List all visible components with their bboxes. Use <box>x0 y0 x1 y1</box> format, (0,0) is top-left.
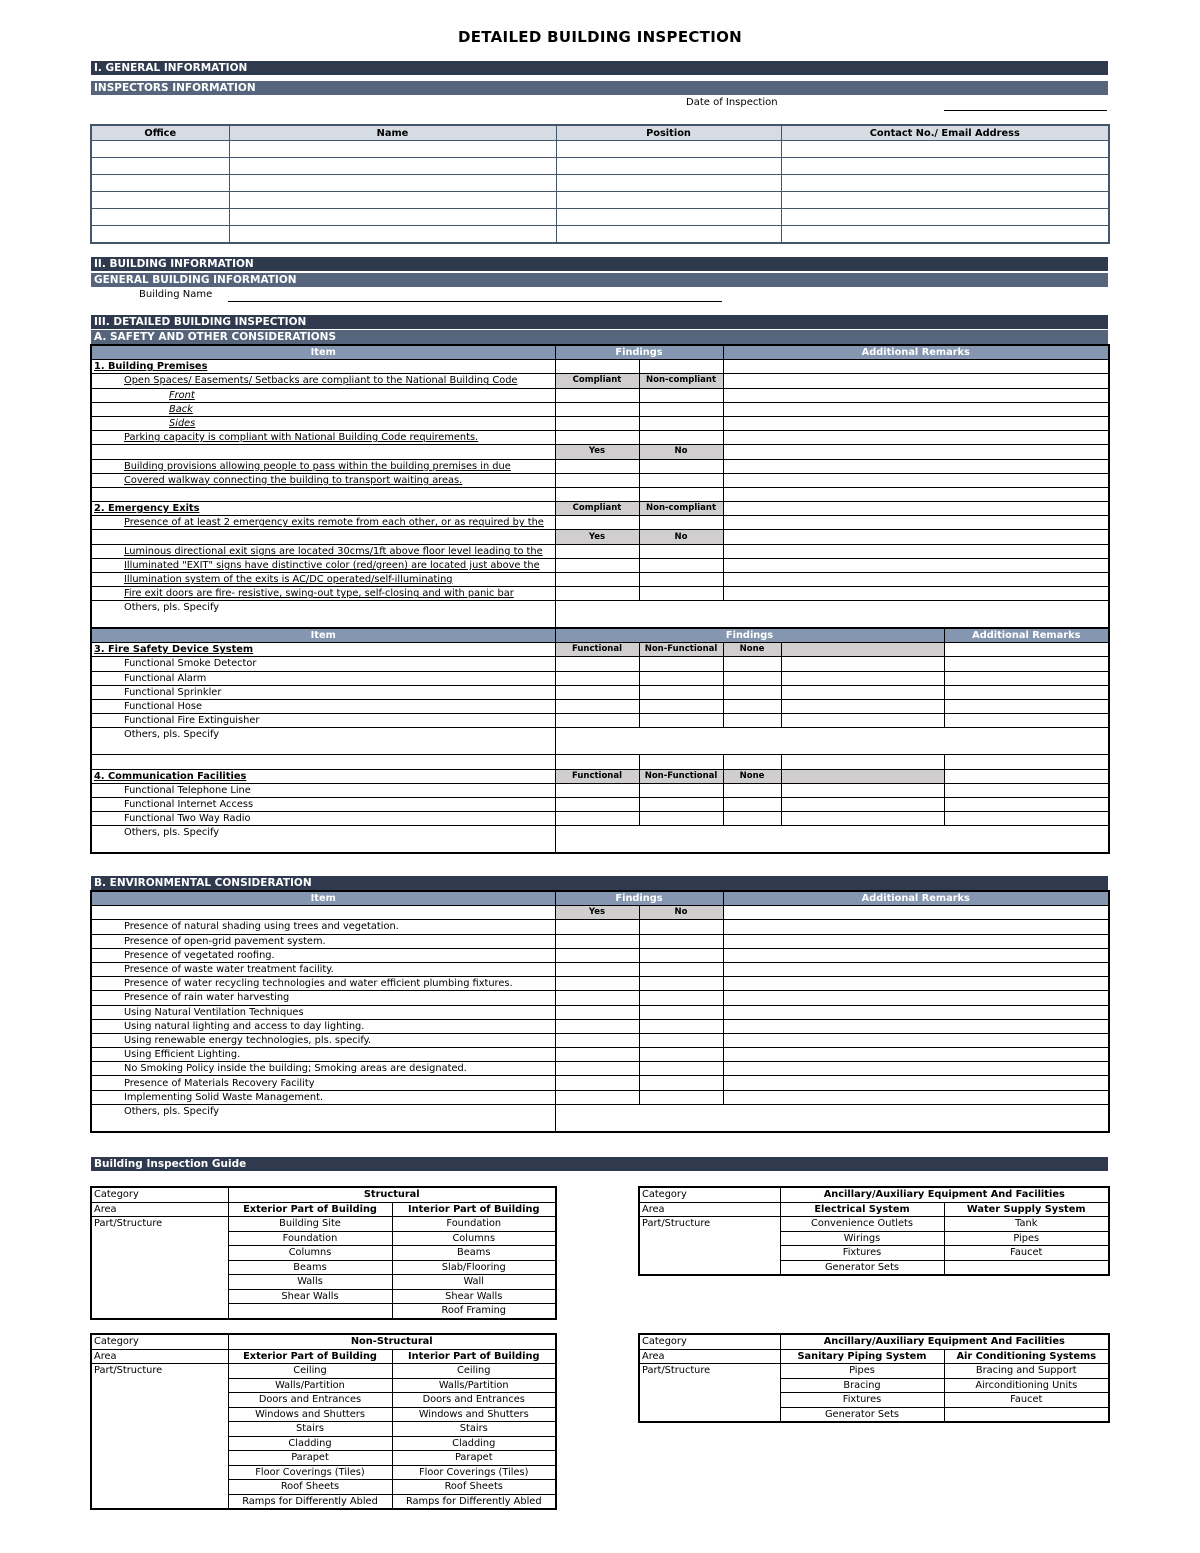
env-item: Using Natural Ventilation Techniques <box>91 1005 555 1019</box>
remarks-cell[interactable] <box>944 783 1109 797</box>
fire-item: Functional Alarm <box>91 671 555 685</box>
remarks-cell[interactable] <box>723 473 1109 487</box>
header-position: Position <box>556 125 781 141</box>
remarks-cell[interactable] <box>723 948 1109 962</box>
guide-cell: Shear Walls <box>392 1289 556 1304</box>
col-item: Item <box>91 345 555 360</box>
remarks-cell[interactable] <box>944 714 1109 728</box>
check-cell[interactable] <box>555 1048 639 1062</box>
guide-cell: Airconditioning Units <box>944 1378 1109 1393</box>
check-cell[interactable] <box>639 797 723 811</box>
env-item: Presence of waste water treatment facility. <box>91 962 555 976</box>
remarks-cell[interactable] <box>944 797 1109 811</box>
col-findings: Findings <box>555 345 723 360</box>
check-cell[interactable] <box>723 671 781 685</box>
guide-cell: Ceiling <box>228 1364 392 1379</box>
subsection-general-building-information: GENERAL BUILDING INFORMATION <box>91 273 1108 287</box>
part-label: Part/Structure <box>91 1364 228 1510</box>
compliant-label: Compliant <box>555 502 639 516</box>
env-item: Presence of rain water harvesting <box>91 991 555 1005</box>
guide-cell: Roof Framing <box>392 1304 556 1319</box>
emergency-exits-heading: 2. Emergency Exits <box>91 502 555 516</box>
fire-safety-table <box>90 627 1110 854</box>
check-cell[interactable] <box>555 544 639 558</box>
check-cell[interactable] <box>639 948 723 962</box>
comm-others-item: Others, pls. Specify <box>91 826 555 854</box>
remarks-cell[interactable] <box>723 587 1109 601</box>
date-of-inspection-field[interactable] <box>944 110 1107 111</box>
guide-cell <box>228 1304 392 1319</box>
remarks-cell[interactable] <box>723 573 1109 587</box>
env-item: Using Efficient Lighting. <box>91 1048 555 1062</box>
guide-cell: Parapet <box>228 1451 392 1466</box>
env-item: Using natural lighting and access to day lighting. <box>91 1019 555 1033</box>
safety-table <box>90 344 1110 629</box>
env-item: Presence of natural shading using trees and vegetation. <box>91 920 555 934</box>
category-label: Category <box>91 1334 228 1349</box>
date-of-inspection-label: Date of Inspection <box>686 97 778 108</box>
check-cell[interactable] <box>723 714 781 728</box>
remarks-cell[interactable] <box>944 685 1109 699</box>
others-specify-field[interactable] <box>555 601 1109 629</box>
inspector-row[interactable] <box>91 175 1109 192</box>
check-cell[interactable] <box>555 671 639 685</box>
check-cell[interactable] <box>639 934 723 948</box>
comm-item: Functional Two Way Radio <box>91 812 555 826</box>
guide-cell: Shear Walls <box>228 1289 392 1304</box>
fire-item: Functional Hose <box>91 699 555 713</box>
col-findings: Findings <box>555 628 944 643</box>
remarks-cell[interactable] <box>723 1005 1109 1019</box>
remarks-cell[interactable] <box>723 962 1109 976</box>
category-value: Structural <box>228 1187 556 1202</box>
area-value: Air Conditioning Systems <box>944 1349 1109 1364</box>
guide-cell: Cladding <box>228 1436 392 1451</box>
remarks-cell[interactable] <box>723 1062 1109 1076</box>
check-cell[interactable] <box>555 388 639 402</box>
guide-cell: Foundation <box>228 1231 392 1246</box>
check-cell[interactable] <box>555 699 639 713</box>
remarks-cell[interactable] <box>723 416 1109 430</box>
check-cell[interactable] <box>555 1062 639 1076</box>
check-cell[interactable] <box>555 1076 639 1090</box>
guide-cell: Bracing and Support <box>944 1364 1109 1379</box>
guide-cell: Columns <box>392 1231 556 1246</box>
guide-cell: Cladding <box>392 1436 556 1451</box>
check-cell[interactable] <box>639 516 723 530</box>
area-value: Electrical System <box>780 1202 944 1217</box>
check-cell[interactable] <box>639 473 723 487</box>
col-item: Item <box>91 628 555 643</box>
page-title: DETAILED BUILDING INSPECTION <box>457 28 742 46</box>
building-premises-heading: 1. Building Premises <box>91 360 555 374</box>
env-item: Presence of Materials Recovery Facility <box>91 1076 555 1090</box>
remarks-cell[interactable] <box>723 558 1109 572</box>
env-item: Presence of water recycling technologies and water efficient plumbing fixtures. <box>91 977 555 991</box>
remarks-cell[interactable] <box>723 1076 1109 1090</box>
provisions-item: Building provisions allowing people to pass within the building premises in due <box>91 459 555 473</box>
remarks-cell[interactable] <box>944 812 1109 826</box>
check-cell[interactable] <box>555 685 639 699</box>
check-cell[interactable] <box>639 714 723 728</box>
functional-label: Functional <box>555 643 639 657</box>
col-remarks: Additional Remarks <box>723 345 1109 360</box>
check-cell[interactable] <box>555 516 639 530</box>
non-compliant-label: Non-compliant <box>639 502 723 516</box>
guide-cell: Generator Sets <box>780 1260 944 1275</box>
guide-cell: Faucet <box>944 1246 1109 1261</box>
col-remarks: Additional Remarks <box>723 891 1109 906</box>
guide-cell: Roof Sheets <box>228 1480 392 1495</box>
check-cell[interactable] <box>639 920 723 934</box>
luminous-signs-item: Luminous directional exit signs are located 30cms/1ft above floor level leading to the <box>91 544 555 558</box>
check-cell[interactable] <box>639 1005 723 1019</box>
check-cell[interactable] <box>639 459 723 473</box>
part-label: Part/Structure <box>639 1364 780 1423</box>
guide-cell: Generator Sets <box>780 1407 944 1422</box>
guide-cell: Walls/Partition <box>228 1378 392 1393</box>
check-cell[interactable] <box>723 812 781 826</box>
yes-label: Yes <box>555 530 639 544</box>
parking-item: Parking capacity is compliant with National Building Code requirements. <box>91 431 555 445</box>
check-cell[interactable] <box>639 812 723 826</box>
check-cell[interactable] <box>723 685 781 699</box>
guide-nonstructural-table <box>90 1333 557 1510</box>
guide-cell: Pipes <box>944 1231 1109 1246</box>
building-name-field[interactable] <box>228 301 722 302</box>
guide-cell: Tank <box>944 1217 1109 1232</box>
check-cell[interactable] <box>555 558 639 572</box>
guide-cell: Slab/Flooring <box>392 1260 556 1275</box>
non-compliant-label: Non-compliant <box>639 374 723 388</box>
remarks-cell[interactable] <box>723 977 1109 991</box>
header-office: Office <box>91 125 229 141</box>
fire-safety-heading: 3. Fire Safety Device System <box>91 643 555 657</box>
check-cell[interactable] <box>555 573 639 587</box>
check-cell[interactable] <box>723 797 781 811</box>
check-cell[interactable] <box>639 699 723 713</box>
check-cell[interactable] <box>723 657 781 671</box>
check-cell[interactable] <box>555 783 639 797</box>
others-specify-field[interactable] <box>555 826 1109 854</box>
area-label: Area <box>91 1202 228 1217</box>
guide-cell <box>944 1407 1109 1422</box>
guide-cell: Walls <box>228 1275 392 1290</box>
check-cell[interactable] <box>639 388 723 402</box>
guide-cell: Floor Coverings (Tiles) <box>392 1465 556 1480</box>
col-findings: Findings <box>555 891 723 906</box>
fire-item: Functional Smoke Detector <box>91 657 555 671</box>
non-functional-label: Non-Functional <box>639 643 723 657</box>
check-cell[interactable] <box>555 1019 639 1033</box>
inspectors-table <box>90 124 1110 244</box>
building-name-label: Building Name <box>139 289 213 300</box>
guide-structural-table <box>90 1186 557 1320</box>
area-value: Interior Part of Building <box>392 1349 556 1364</box>
yes-label: Yes <box>555 445 639 459</box>
check-cell[interactable] <box>555 797 639 811</box>
remarks-cell[interactable] <box>723 459 1109 473</box>
check-cell[interactable] <box>639 1062 723 1076</box>
remarks-cell[interactable] <box>944 699 1109 713</box>
check-cell[interactable] <box>555 1005 639 1019</box>
guide-cell: Convenience Outlets <box>780 1217 944 1232</box>
no-label: No <box>639 445 723 459</box>
section-building-information: II. BUILDING INFORMATION <box>91 257 1108 271</box>
check-cell[interactable] <box>639 416 723 430</box>
illumination-system-item: Illumination system of the exits is AC/DC operated/self-illuminating <box>91 573 555 587</box>
remarks-cell[interactable] <box>944 657 1109 671</box>
part-label: Part/Structure <box>91 1217 228 1319</box>
check-cell[interactable] <box>723 783 781 797</box>
no-label: No <box>639 906 723 920</box>
area-label: Area <box>639 1202 780 1217</box>
guide-cell: Wirings <box>780 1231 944 1246</box>
environmental-table <box>90 890 1110 1133</box>
check-cell[interactable] <box>555 416 639 430</box>
check-cell[interactable] <box>555 948 639 962</box>
non-functional-label: Non-Functional <box>639 769 723 783</box>
col-item: Item <box>91 891 555 906</box>
remarks-cell[interactable] <box>723 1033 1109 1047</box>
check-cell[interactable] <box>639 558 723 572</box>
inspector-row[interactable] <box>91 192 1109 209</box>
check-cell[interactable] <box>555 431 639 445</box>
check-cell[interactable] <box>639 573 723 587</box>
check-cell[interactable] <box>639 1076 723 1090</box>
check-cell[interactable] <box>639 991 723 1005</box>
col-remarks: Additional Remarks <box>944 628 1109 643</box>
fire-doors-item: Fire exit doors are fire- resistive, swing-out type, self-closing and with panic bar <box>91 587 555 601</box>
category-label: Category <box>639 1187 780 1202</box>
guide-cell: Floor Coverings (Tiles) <box>228 1465 392 1480</box>
check-cell[interactable] <box>555 473 639 487</box>
area-value: Exterior Part of Building <box>228 1202 392 1217</box>
front-item: Front <box>91 388 555 402</box>
check-cell[interactable] <box>555 402 639 416</box>
remarks-cell[interactable] <box>723 1090 1109 1104</box>
check-cell[interactable] <box>639 1090 723 1104</box>
check-cell[interactable] <box>639 587 723 601</box>
check-cell[interactable] <box>555 934 639 948</box>
illuminated-exit-item: Illuminated "EXIT" signs have distinctive color (red/green) are located just above the <box>91 558 555 572</box>
inspector-row[interactable] <box>91 209 1109 226</box>
remarks-cell[interactable] <box>723 920 1109 934</box>
comm-item: Functional Telephone Line <box>91 783 555 797</box>
subsection-safety: A. SAFETY AND OTHER CONSIDERATIONS <box>91 330 1108 344</box>
check-cell[interactable] <box>639 657 723 671</box>
remarks-cell[interactable] <box>723 431 1109 445</box>
check-cell[interactable] <box>555 991 639 1005</box>
check-cell[interactable] <box>639 1033 723 1047</box>
section-general-information: I. GENERAL INFORMATION <box>91 61 1108 75</box>
guide-cell: Ramps for Differently Abled <box>228 1494 392 1509</box>
open-spaces-item: Open Spaces/ Easements/ Setbacks are compliant to the National Building Code <box>91 374 555 388</box>
header-contact: Contact No./ Email Address <box>781 125 1109 141</box>
guide-cell: Fixtures <box>780 1393 944 1408</box>
guide-cell: Bracing <box>780 1378 944 1393</box>
remarks-cell[interactable] <box>723 1019 1109 1033</box>
guide-cell: Parapet <box>392 1451 556 1466</box>
guide-ancillary-sanitary-table <box>638 1333 1110 1423</box>
check-cell[interactable] <box>555 812 639 826</box>
guide-cell: Foundation <box>392 1217 556 1232</box>
guide-ancillary-electrical-table <box>638 1186 1110 1276</box>
remarks-cell[interactable] <box>723 516 1109 530</box>
exits-others-item: Others, pls. Specify <box>91 601 555 629</box>
subsection-inspectors-information: INSPECTORS INFORMATION <box>91 81 1108 95</box>
sides-item: Sides <box>91 416 555 430</box>
category-value: Ancillary/Auxiliary Equipment And Facilities <box>780 1187 1109 1202</box>
remarks-cell[interactable] <box>944 671 1109 685</box>
check-cell[interactable] <box>639 544 723 558</box>
check-cell[interactable] <box>555 977 639 991</box>
category-label: Category <box>639 1334 780 1349</box>
fire-item: Functional Fire Extinguisher <box>91 714 555 728</box>
compliant-label: Compliant <box>555 374 639 388</box>
remarks-cell[interactable] <box>723 402 1109 416</box>
inspector-row[interactable] <box>91 226 1109 244</box>
communication-heading: 4. Communication Facilities <box>91 769 555 783</box>
check-cell[interactable] <box>639 783 723 797</box>
none-label: None <box>723 643 781 657</box>
check-cell[interactable] <box>723 699 781 713</box>
remarks-cell[interactable] <box>723 1048 1109 1062</box>
guide-cell: Ramps for Differently Abled <box>392 1494 556 1509</box>
none-label: None <box>723 769 781 783</box>
guide-cell <box>944 1260 1109 1275</box>
guide-cell: Doors and Entrances <box>392 1393 556 1408</box>
check-cell[interactable] <box>555 587 639 601</box>
guide-cell: Walls/Partition <box>392 1378 556 1393</box>
guide-cell: Doors and Entrances <box>228 1393 392 1408</box>
guide-cell: Wall <box>392 1275 556 1290</box>
area-label: Area <box>91 1349 228 1364</box>
area-value: Exterior Part of Building <box>228 1349 392 1364</box>
env-item: Implementing Solid Waste Management. <box>91 1090 555 1104</box>
guide-cell: Beams <box>392 1246 556 1261</box>
guide-cell: Roof Sheets <box>392 1480 556 1495</box>
guide-cell: Pipes <box>780 1364 944 1379</box>
check-cell[interactable] <box>639 671 723 685</box>
env-item: Presence of open-grid pavement system. <box>91 934 555 948</box>
check-cell[interactable] <box>639 431 723 445</box>
area-label: Area <box>639 1349 780 1364</box>
part-label: Part/Structure <box>639 1217 780 1276</box>
guide-cell: Columns <box>228 1246 392 1261</box>
check-cell[interactable] <box>555 459 639 473</box>
fire-item: Functional Sprinkler <box>91 685 555 699</box>
section-environmental: B. ENVIRONMENTAL CONSIDERATION <box>91 876 1108 890</box>
check-cell[interactable] <box>555 657 639 671</box>
category-value: Ancillary/Auxiliary Equipment And Facilities <box>780 1334 1109 1349</box>
check-cell[interactable] <box>639 685 723 699</box>
category-label: Category <box>91 1187 228 1202</box>
check-cell[interactable] <box>639 402 723 416</box>
inspector-row[interactable] <box>91 158 1109 175</box>
guide-cell: Windows and Shutters <box>228 1407 392 1422</box>
guide-cell: Building Site <box>228 1217 392 1232</box>
check-cell[interactable] <box>555 714 639 728</box>
guide-cell: Stairs <box>392 1422 556 1437</box>
fire-others-item: Others, pls. Specify <box>91 728 555 755</box>
header-name: Name <box>229 125 556 141</box>
check-cell[interactable] <box>555 1033 639 1047</box>
check-cell[interactable] <box>639 1019 723 1033</box>
walkway-item: Covered walkway connecting the building to transport waiting areas. <box>91 473 555 487</box>
section-detailed-inspection: III. DETAILED BUILDING INSPECTION <box>91 315 1108 329</box>
env-others-item: Others, pls. Specify <box>91 1104 555 1132</box>
guide-cell: Faucet <box>944 1393 1109 1408</box>
env-item: No Smoking Policy inside the building; Smoking areas are designated. <box>91 1062 555 1076</box>
env-item: Using renewable energy technologies, pls. specify. <box>91 1033 555 1047</box>
check-cell[interactable] <box>555 962 639 976</box>
check-cell[interactable] <box>639 962 723 976</box>
guide-cell: Stairs <box>228 1422 392 1437</box>
section-inspection-guide: Building Inspection Guide <box>91 1157 1108 1171</box>
remarks-cell[interactable] <box>723 388 1109 402</box>
guide-cell: Fixtures <box>780 1246 944 1261</box>
env-item: Presence of vegetated roofing. <box>91 948 555 962</box>
guide-cell: Beams <box>228 1260 392 1275</box>
guide-cell: Ceiling <box>392 1364 556 1379</box>
others-specify-field[interactable] <box>555 1104 1109 1132</box>
yes-label: Yes <box>555 906 639 920</box>
check-cell[interactable] <box>639 1048 723 1062</box>
inspector-row[interactable] <box>91 141 1109 158</box>
no-label: No <box>639 530 723 544</box>
remarks-cell[interactable] <box>723 934 1109 948</box>
remarks-cell[interactable] <box>723 544 1109 558</box>
remarks-cell[interactable] <box>723 991 1109 1005</box>
check-cell[interactable] <box>555 1090 639 1104</box>
area-value: Interior Part of Building <box>392 1202 556 1217</box>
back-item: Back <box>91 402 555 416</box>
comm-item: Functional Internet Access <box>91 797 555 811</box>
area-value: Sanitary Piping System <box>780 1349 944 1364</box>
exits-presence-item: Presence of at least 2 emergency exits remote from each other, or as required by the <box>91 516 555 530</box>
functional-label: Functional <box>555 769 639 783</box>
guide-cell: Windows and Shutters <box>392 1407 556 1422</box>
check-cell[interactable] <box>639 977 723 991</box>
others-specify-field[interactable] <box>555 728 1109 755</box>
check-cell[interactable] <box>555 920 639 934</box>
area-value: Water Supply System <box>944 1202 1109 1217</box>
category-value: Non-Structural <box>228 1334 556 1349</box>
